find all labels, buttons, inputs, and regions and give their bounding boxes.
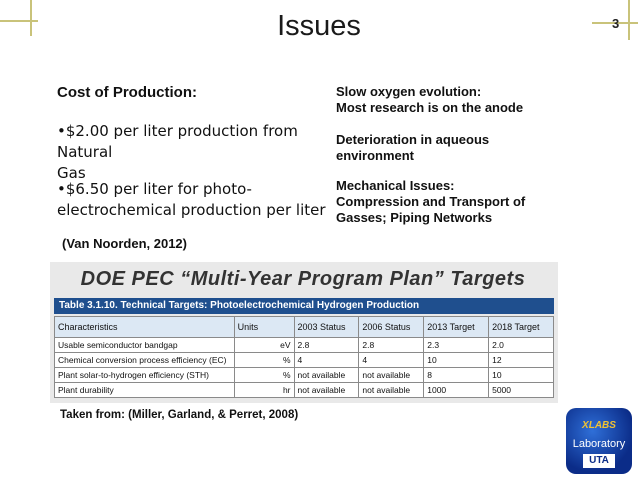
citation: (Van Noorden, 2012) <box>62 236 187 251</box>
logo-laboratory-text: Laboratory <box>572 438 626 450</box>
table-cell: 10 <box>424 353 489 368</box>
table-cell: Usable semiconductor bandgap <box>55 338 235 353</box>
laboratory-logo <box>566 408 632 474</box>
issue-oxygen <box>336 84 523 116</box>
header-cell: 2006 Status <box>359 317 424 338</box>
cost-heading: Cost of Production: <box>57 84 197 101</box>
issue-line: Compression and Transport of <box>336 194 526 209</box>
targets-figure <box>50 262 558 403</box>
table-cell: 4 <box>294 353 359 368</box>
table-cell: eV <box>234 338 294 353</box>
table-cell: 8 <box>424 368 489 383</box>
figure-source: Taken from: (Miller, Garland, & Perret, 2008) <box>60 409 299 421</box>
table-cell: not available <box>359 383 424 398</box>
issue-line: Slow oxygen evolution: <box>336 84 482 99</box>
table-cell: 5000 <box>489 383 554 398</box>
issue-line: Most research is on the anode <box>336 100 524 115</box>
table-cell: not available <box>359 368 424 383</box>
table-row <box>55 368 554 383</box>
table-row <box>55 338 554 353</box>
table-cell: not available <box>294 383 359 398</box>
figure-banner: DOE PEC “Multi-Year Program Plan” Targets <box>80 268 526 290</box>
logo-uta-text: UTA <box>583 454 615 468</box>
bullet-line: Gas <box>57 164 86 182</box>
table-cell: not available <box>294 368 359 383</box>
table-cell: % <box>234 353 294 368</box>
table-cell: hr <box>234 383 294 398</box>
page-number: 3 <box>612 16 620 31</box>
issue-line: Gasses; Piping Networks <box>336 210 493 225</box>
table-row <box>55 383 554 398</box>
issue-deterioration <box>336 132 489 164</box>
table-cell: Chemical conversion process efficiency (EC) <box>55 353 235 368</box>
bullet-natural-gas <box>57 121 332 184</box>
table-cell: 2.0 <box>489 338 554 353</box>
logo-wordmark: XLABS <box>582 420 616 431</box>
table-cell: Plant durability <box>55 383 235 398</box>
table-cell: 2.8 <box>359 338 424 353</box>
header-cell: Characteristics <box>55 317 235 338</box>
table-cell: 10 <box>489 368 554 383</box>
header-cell: Units <box>234 317 294 338</box>
slide-title: Issues <box>277 10 361 42</box>
table-cell: Plant solar-to-hydrogen efficiency (STH) <box>55 368 235 383</box>
header-cell: 2013 Target <box>424 317 489 338</box>
table-cell: % <box>234 368 294 383</box>
table-row <box>55 353 554 368</box>
header-cell: 2018 Target <box>489 317 554 338</box>
targets-table <box>54 316 554 398</box>
bullet-line: •$2.00 per liter production from Natural <box>57 122 298 161</box>
issue-line: Deterioration in aqueous <box>336 132 490 147</box>
issue-line: environment <box>336 148 415 163</box>
table-cell: 12 <box>489 353 554 368</box>
table-cell: 1000 <box>424 383 489 398</box>
table-cell: 2.3 <box>424 338 489 353</box>
bullet-line: •$6.50 per liter for photo- <box>57 180 252 198</box>
bullet-photo <box>57 179 332 221</box>
table-header-row <box>55 317 554 338</box>
issue-line: Mechanical Issues: <box>336 178 455 193</box>
table-cell: 4 <box>359 353 424 368</box>
table-cell: 2.8 <box>294 338 359 353</box>
header-cell: 2003 Status <box>294 317 359 338</box>
table-caption: Table 3.1.10. Technical Targets: Photoelectrochemical Hydrogen Production <box>54 298 554 314</box>
bullet-line: electrochemical production per liter <box>57 201 326 219</box>
issue-mechanical <box>336 178 525 226</box>
